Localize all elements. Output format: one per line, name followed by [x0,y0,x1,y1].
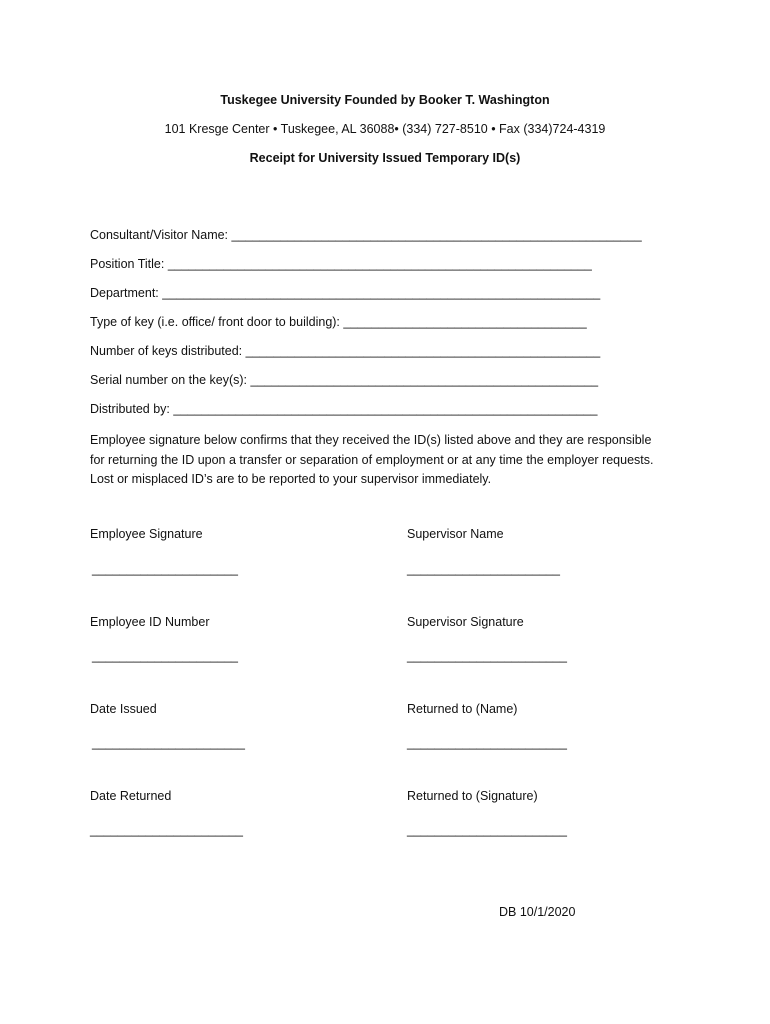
university-title: Tuskegee University Founded by Booker T. Washington [220,93,550,107]
supervisor-name-label: Supervisor Name [407,527,504,541]
date-returned-label: Date Returned [90,789,172,803]
key-type-field: Type of key (i.e. office/ front door to building): ___________________________________ [90,315,587,329]
employee-signature-line: _____________________ [92,562,238,576]
supervisor-name-line: ______________________ [407,562,560,576]
serial-number-field: Serial number on the key(s): __________________________________________________ [90,373,599,387]
employee-id-label: Employee ID Number [90,615,210,629]
date-issued-label: Date Issued [90,702,157,716]
distributed-by-field: Distributed by: _____________________________________________________________ [90,402,598,416]
university-address: 101 Kresge Center • Tuskegee, AL 36088• (334) 727-8510 • Fax (334)724-4319 [164,122,606,136]
paragraph-line: for returning the ID upon a transfer or separation of employment or at any time the employer requests. [90,452,654,467]
supervisor-signature-line: _______________________ [407,649,567,663]
paragraph-line: Lost or misplaced ID’s are to be reported to your supervisor immediately. [90,472,492,486]
revision-date: DB 10/1/2020 [499,905,576,919]
consultant-name-field: Consultant/Visitor Name: ___________________________________________________________ [90,228,642,242]
receipt-title: Receipt for University Issued Temporary ID(s) [249,151,521,165]
paragraph-line: Employee signature below confirms that they received the ID(s) listed above and they are responsible [90,433,652,447]
returned-signature-line: _______________________ [407,823,567,837]
supervisor-signature-label: Supervisor Signature [407,615,524,629]
employee-id-line: _____________________ [92,649,238,663]
acknowledgement-paragraph [90,431,690,490]
position-title-field: Position Title: _____________________________________________________________ [90,257,592,271]
returned-signature-label: Returned to (Signature) [407,789,538,803]
department-field: Department: _______________________________________________________________ [90,286,601,300]
keys-distributed-field: Number of keys distributed: ___________________________________________________ [90,344,601,358]
returned-name-line: _______________________ [407,736,567,750]
returned-name-label: Returned to (Name) [407,702,518,716]
date-issued-line: ______________________ [92,736,245,750]
employee-signature-label: Employee Signature [90,527,203,541]
date-returned-line: ______________________ [90,823,243,837]
